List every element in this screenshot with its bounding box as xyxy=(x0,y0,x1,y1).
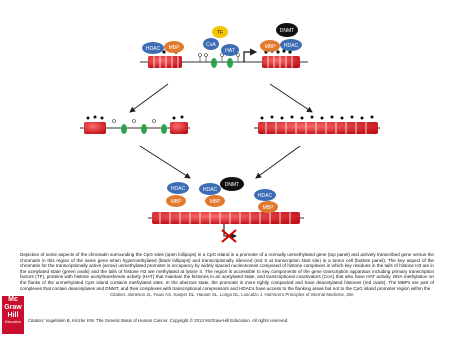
hdac-label: HDAC xyxy=(170,186,186,192)
dnmt-label: DNMT xyxy=(224,182,240,188)
logo-line-3: Hill xyxy=(7,312,19,319)
corepressor-complex xyxy=(166,177,278,213)
arrow-down-right xyxy=(270,84,312,112)
methylated-lollipop xyxy=(291,116,294,119)
methylated-lollipop xyxy=(281,117,284,120)
arrow-down-left xyxy=(130,84,168,112)
mbp-label: MBP xyxy=(209,199,221,205)
methylated-lollipop xyxy=(271,116,274,119)
figure-caption: Depiction of some aspects of the chromatin surrounding the CpG sites (open lollipops) in a CpG island in a promoter of a normally unmethylated gene (top panel) and actively transcribed gene versus the chromatin in this region of the same gene when hypermethylated (black lollipops) and transcriptionally silenced (red X at transcription start site) in a tumor cell (bottom panel). The key aspect of the chromatin for the transcriptionally active (arrow) unmethylated promoter is occupancy by widely spaced nucleosomes composed of histone complexes in which key residues in the tails of histone H3 are in the acetylated state (green ovals) and the tails of histone H3 are methylated at lysine 4. The region is accessible to key components of the gene transcription apparatus including primary transcription factors (TF), proteins with histone acetyltransferase activity (HAT) that maintain the histones in an acetylated state, and transcriptional coactivators (CoA) that also have HAT activity. DNA methylation on the flanks of the unmethylated CpG island contains methylated sites. In the aberrant state, the promoter is more tightly compacted and have deacetylated histones (red ovals). The MBPs are part of complexes that contain deacetylases and DNMT, and their complexes with transcriptional corepressors and HDACs have access to the flanking areas but not to the CpG island promoter region within the xyxy=(20,252,434,291)
nucleosome-array xyxy=(170,122,188,134)
hdac-label: HDAC xyxy=(145,46,161,52)
acetylated-nucleosome xyxy=(227,58,233,68)
methylated-lollipop xyxy=(276,50,279,53)
unmethylated-lollipop xyxy=(199,54,202,57)
methylated-lollipop xyxy=(94,116,97,119)
methylated-lollipop xyxy=(301,117,304,120)
transcription-arrow xyxy=(244,52,256,62)
middle-left-panel xyxy=(80,116,190,135)
unmethylated-lollipop xyxy=(133,120,136,123)
methylated-lollipop xyxy=(311,116,314,119)
mbp-label: MBP xyxy=(168,45,180,51)
acetylated-nucleosome xyxy=(161,124,167,134)
methylated-lollipop xyxy=(261,117,264,120)
silenced-nucleosome-array xyxy=(152,212,300,224)
source-citation: Citation: Vogelstein B, Kinzler KW. The Genetic Basis of Human Cancer. Copyright © 2014 McGraw-Hill Education. All rights reserved. xyxy=(28,318,289,323)
acetylated-nucleosome xyxy=(141,124,147,134)
unmethylated-lollipop xyxy=(153,120,156,123)
arrow-converge-left xyxy=(140,146,190,178)
methylated-lollipop xyxy=(331,116,334,119)
methylated-lollipop xyxy=(87,117,90,120)
bottom-panel xyxy=(148,177,304,242)
nucleosome-array xyxy=(148,56,182,68)
right-nucleosome-cluster xyxy=(262,49,300,68)
logo-line-1: Mc xyxy=(8,296,18,303)
arrow-converge-right xyxy=(256,146,300,178)
methylated-lollipop xyxy=(351,116,354,119)
methylated-lollipop xyxy=(371,116,374,119)
central-open-region xyxy=(199,54,240,69)
logo-line-4: Education xyxy=(5,320,21,324)
unmethylated-lollipop xyxy=(113,120,116,123)
mbp-hdac-dnmt-complex-right xyxy=(260,23,302,52)
tf-label: TF xyxy=(216,30,224,36)
middle-right-panel xyxy=(254,116,380,135)
hdac-label: HDAC xyxy=(257,193,273,199)
methylated-lollipop xyxy=(173,117,176,120)
transcription-complex xyxy=(203,26,239,56)
acetylated-nucleosome xyxy=(121,124,127,134)
mbp-label: MBP xyxy=(262,205,274,211)
mbp-label: MBP xyxy=(170,199,182,205)
hdac-label: HDAC xyxy=(283,43,299,49)
overlapping-citation-text: Citation: Jameson JL, Fauci AS, Kasper DL, Hauser SL, Longo DL, Loscalzo J. Harrison's Principles of Internal Medicine, 20e xyxy=(110,292,354,297)
hdac-label: HDAC xyxy=(202,187,218,193)
unmethylated-lollipop xyxy=(205,54,208,57)
unmethylated-lollipop xyxy=(221,54,224,57)
hat-label: HAT xyxy=(225,48,235,54)
acetylated-nucleosome xyxy=(211,58,217,68)
methylated-lollipop xyxy=(162,50,165,53)
dnmt-label: DNMT xyxy=(279,28,295,34)
methylated-lollipop xyxy=(101,117,104,120)
methylated-lollipop xyxy=(361,117,364,120)
top-panel xyxy=(140,23,308,68)
nucleosome-array xyxy=(84,122,106,134)
methylated-lollipop xyxy=(321,117,324,120)
logo-line-2: Graw xyxy=(4,304,22,311)
publisher-logo xyxy=(2,296,24,334)
methylated-lollipop xyxy=(181,116,184,119)
mbp-label: MBP xyxy=(264,44,276,50)
methylated-lollipop xyxy=(341,117,344,120)
coa-label: CoA xyxy=(206,42,216,48)
unmethylated-lollipop xyxy=(237,54,240,57)
